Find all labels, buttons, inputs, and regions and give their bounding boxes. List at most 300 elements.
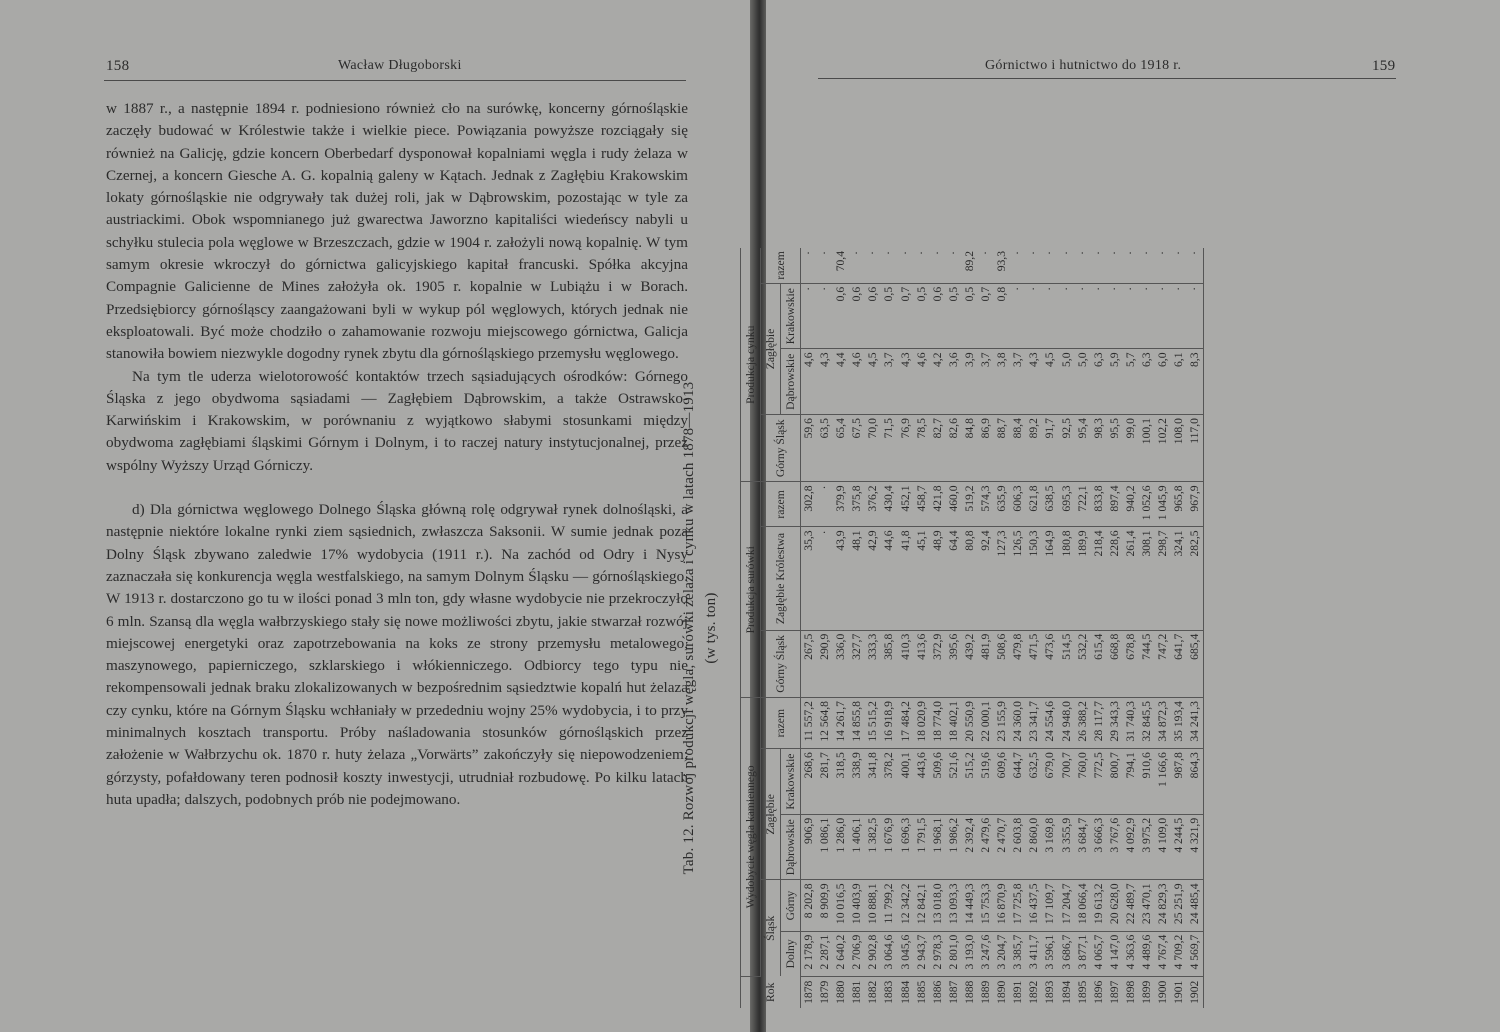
value-cell: 35,3 [801, 527, 818, 630]
value-cell: 1 086,1 [817, 814, 833, 880]
value-cell: 324,1 [1171, 527, 1187, 630]
value-cell: 32 845,5 [1139, 698, 1155, 749]
value-cell: 519,2 [962, 482, 978, 527]
value-cell: 24 829,3 [1155, 880, 1171, 931]
value-cell: 0,7 [978, 283, 994, 349]
table-row [865, 248, 881, 1008]
value-cell: 261,4 [1123, 527, 1139, 630]
value-cell: 341,8 [865, 749, 881, 815]
value-cell: 3 666,3 [1091, 814, 1107, 880]
value-cell: 864,3 [1187, 749, 1204, 815]
table-row [1026, 248, 1042, 1008]
value-cell: 10 888,1 [865, 880, 881, 931]
value-cell: · [946, 248, 962, 283]
value-cell: 228,6 [1107, 527, 1123, 630]
value-cell: 5,7 [1123, 349, 1139, 415]
value-cell: 0,7 [898, 283, 914, 349]
value-cell: 89,2 [962, 248, 978, 283]
value-cell: 164,9 [1042, 527, 1058, 630]
value-cell: 509,6 [930, 749, 946, 815]
value-cell: 1 286,0 [833, 814, 849, 880]
year-cell: 1879 [818, 980, 832, 1004]
value-cell: 17 725,8 [1010, 880, 1026, 931]
value-cell: 4,6 [849, 349, 865, 415]
value-cell: 99,0 [1123, 415, 1139, 482]
table-row [914, 248, 930, 1008]
value-cell: 400,1 [898, 749, 914, 815]
value-cell: · [914, 248, 930, 283]
year-cell: 1884 [898, 980, 912, 1004]
value-cell: 3,7 [881, 349, 897, 415]
value-cell: 0,6 [865, 283, 881, 349]
value-cell: 8 909,9 [817, 880, 833, 931]
value-cell: 479,8 [1010, 630, 1026, 697]
value-cell: 218,4 [1091, 527, 1107, 630]
value-cell: 0,5 [962, 283, 978, 349]
value-cell: 0,8 [994, 283, 1010, 349]
rotated-table [678, 248, 1218, 1008]
year-cell: 1881 [850, 980, 864, 1004]
value-cell: 4,6 [914, 349, 930, 415]
year-cell: 1887 [946, 980, 960, 1004]
value-cell: 64,4 [946, 527, 962, 630]
value-cell: 318,5 [833, 749, 849, 815]
value-cell: 282,5 [1187, 527, 1204, 630]
year-cell: 1899 [1139, 980, 1153, 1004]
value-cell: 76,9 [898, 415, 914, 482]
value-cell: 695,3 [1059, 482, 1075, 527]
col-header-iron-razem: razem [761, 482, 801, 527]
col-header-dabrowskie-coal: Dąbrowskie [781, 814, 801, 880]
value-cell: 15 753,3 [978, 880, 994, 931]
value-cell: 1 166,6 [1155, 749, 1171, 815]
value-cell: 4 321,9 [1187, 814, 1204, 880]
year-cell: 1893 [1043, 980, 1057, 1004]
year-cell: 1892 [1027, 980, 1041, 1004]
value-cell: 1 968,1 [930, 814, 946, 880]
table-row [898, 248, 914, 1008]
value-cell: 1 382,5 [865, 814, 881, 880]
value-cell: 6,1 [1171, 349, 1187, 415]
value-cell: 965,8 [1171, 482, 1187, 527]
group-header-pig-iron: Produkcja surówki [741, 482, 761, 698]
value-cell: 1 696,3 [898, 814, 914, 880]
value-cell: · [1026, 283, 1042, 349]
paragraph-3: d) Dla górnictwa węglowego Dolnego Śląska główną rolę odgrywał rynek dolnośląski, a następnie niektóre lokalne rynki ziem sąsiednich, zwłaszcza Saksonii. W sumie jednak poza Dolny Śląsk zbywano zaledwie 17% wydobycia (1911 r.). Na zachód od Odry i Nysy zaznaczała się konkurencja węgla westfalskiego, na samym Dolnym Śląsku — górnośląskiego. W 1913 r. dostarczono go tu w ilości ponad 3 mln ton, gdy własne wydobycie nie przekroczyło 6 mln. Szansą dla węgla wałbrzyskiego stały się nowe możliwości zbytu, jakie stwarzał rozwój miejscowej energetyki oraz zapotrzebowania na koks ze strony przemysłu metalowego, maszynowego, papierniczego, szklarskiego i włókienniczego. Odbiorcy tego typu nie rekompensowali jednak braku zlokalizowanych w bezpośrednim sąsiedztwie kopalń hut żelaza czy cynku, które na Górnym Śląsku wchłaniały w przededniu wojny 25% wydobycia, i to przy minimalnych kosztach transportu. Próby naśladowania stosunków górnośląskich przez założenie w Wałbrzychu ok. 1870 r. huty żelaza „Vorwärts” zakończyły się niepowodzeniem; górzysty, pofałdowany teren podnosił koszty inwestycji, utrudniał rozbudowę. Po kilku latach huta upadła; dalszych, podobnych prób nie podejmowano. [106, 501, 688, 808]
value-cell: 3 247,6 [978, 931, 994, 976]
value-cell: 10 403,9 [849, 880, 865, 931]
table-row [849, 248, 865, 1008]
table-row [833, 248, 849, 1008]
year-cell: 1880 [834, 980, 848, 1004]
page-number-left: 158 [106, 58, 130, 74]
year-cell: 1902 [1187, 976, 1204, 1008]
value-cell: 2 470,7 [994, 814, 1010, 880]
value-cell: 2 392,4 [962, 814, 978, 880]
value-cell: 452,1 [898, 482, 914, 527]
value-cell: 34 872,3 [1155, 698, 1171, 749]
value-cell: 42,9 [865, 527, 881, 630]
group-header-zinc: Produkcja cynku [741, 248, 761, 482]
value-cell: 45,1 [914, 527, 930, 630]
value-cell: · [1155, 248, 1171, 283]
col-header-krakowskie-coal: Krakowskie [781, 749, 801, 815]
value-cell: · [817, 482, 833, 527]
value-cell: 92,4 [978, 527, 994, 630]
table-row [1075, 248, 1091, 1008]
value-cell: 800,7 [1107, 749, 1123, 815]
value-cell: 267,5 [801, 630, 818, 697]
value-cell: 67,5 [849, 415, 865, 482]
value-cell: 29 343,3 [1107, 698, 1123, 749]
value-cell: 4 363,6 [1123, 931, 1139, 976]
production-table [740, 248, 1204, 1008]
value-cell: 2 902,8 [865, 931, 881, 976]
table-row [1059, 248, 1075, 1008]
value-cell: 0,6 [849, 283, 865, 349]
value-cell: · [849, 248, 865, 283]
table-row [801, 248, 818, 1008]
value-cell: 3,7 [978, 349, 994, 415]
value-cell: 2 479,6 [978, 814, 994, 880]
value-cell: 25 251,9 [1171, 880, 1187, 931]
table-row [930, 248, 946, 1008]
value-cell: 15 515,2 [865, 698, 881, 749]
value-cell: 88,4 [1010, 415, 1026, 482]
value-cell: 3,7 [1010, 349, 1026, 415]
value-cell: 0,5 [881, 283, 897, 349]
value-cell: 80,8 [962, 527, 978, 630]
value-cell: 5,0 [1059, 349, 1075, 415]
table-row [1171, 248, 1187, 1008]
value-cell: 3 411,7 [1026, 931, 1042, 976]
value-cell: 378,2 [881, 749, 897, 815]
col-header-coal-razem: razem [761, 698, 801, 749]
year-cell: 1883 [882, 980, 896, 1004]
value-cell: 13 093,3 [946, 880, 962, 931]
value-cell: · [898, 248, 914, 283]
value-cell: · [978, 248, 994, 283]
value-cell: 635,9 [994, 482, 1010, 527]
year-cell: 1901 [1172, 980, 1186, 1004]
value-cell: 78,5 [914, 415, 930, 482]
value-cell: 0,6 [930, 283, 946, 349]
value-cell: 24 485,4 [1187, 880, 1204, 931]
value-cell: · [1187, 248, 1204, 283]
value-cell: 17 109,7 [1042, 880, 1058, 931]
value-cell: 4,2 [930, 349, 946, 415]
subheader-zaglebie-zinc: Zagłębie [761, 283, 781, 414]
table-caption [678, 248, 722, 1008]
value-cell: 458,7 [914, 482, 930, 527]
value-cell: 4 767,4 [1155, 931, 1171, 976]
value-cell: 11 557,2 [801, 698, 818, 749]
value-cell: 515,2 [962, 749, 978, 815]
value-cell: · [1171, 248, 1187, 283]
table-row [817, 248, 833, 1008]
value-cell: 24 554,6 [1042, 698, 1058, 749]
header-rule-right [818, 78, 1396, 79]
value-cell: 117,0 [1187, 415, 1204, 482]
value-cell: 22 489,7 [1123, 880, 1139, 931]
year-cell: 1900 [1156, 980, 1170, 1004]
value-cell: 3 684,7 [1075, 814, 1091, 880]
value-cell: 308,1 [1139, 527, 1155, 630]
body-text [106, 98, 688, 811]
value-cell: 3,8 [994, 349, 1010, 415]
value-cell: 84,8 [962, 415, 978, 482]
running-head-title: Górnictwo i hutnictwo do 1918 r. [985, 58, 1182, 73]
col-header-dolny: Dolny [781, 931, 801, 976]
value-cell: 26 388,2 [1075, 698, 1091, 749]
value-cell: 0,5 [946, 283, 962, 349]
value-cell: 906,9 [801, 814, 818, 880]
value-cell: 71,5 [881, 415, 897, 482]
value-cell: 395,6 [946, 630, 962, 697]
value-cell: 8,3 [1187, 349, 1204, 415]
value-cell: 70,0 [865, 415, 881, 482]
value-cell: 2 860,0 [1026, 814, 1042, 880]
value-cell: 4 244,5 [1171, 814, 1187, 880]
value-cell: 2 943,7 [914, 931, 930, 976]
value-cell: · [930, 248, 946, 283]
value-cell: · [1171, 283, 1187, 349]
value-cell: 1 406,1 [849, 814, 865, 880]
value-cell: 421,8 [930, 482, 946, 527]
year-cell: 1888 [962, 980, 976, 1004]
value-cell: · [1139, 248, 1155, 283]
value-cell: 1 676,9 [881, 814, 897, 880]
value-cell: 4 569,7 [1187, 931, 1204, 976]
value-cell: 281,7 [817, 749, 833, 815]
value-cell: 794,1 [1123, 749, 1139, 815]
value-cell: 439,2 [962, 630, 978, 697]
value-cell: · [817, 527, 833, 630]
value-cell: 189,9 [1075, 527, 1091, 630]
table-row [1123, 248, 1139, 1008]
value-cell: 19 613,2 [1091, 880, 1107, 931]
value-cell: 6,0 [1155, 349, 1171, 415]
value-cell: 35 193,4 [1171, 698, 1187, 749]
value-cell: 3 877,1 [1075, 931, 1091, 976]
value-cell: 14 261,7 [833, 698, 849, 749]
value-cell: 473,6 [1042, 630, 1058, 697]
value-cell: 12 564,8 [817, 698, 833, 749]
value-cell: 298,7 [1155, 527, 1171, 630]
subheader-zaglebie-coal: Zagłębie [761, 749, 781, 880]
value-cell: 23 155,9 [994, 698, 1010, 749]
value-cell: 3 686,7 [1059, 931, 1075, 976]
year-cell: 1898 [1123, 980, 1137, 1004]
col-header-gorny: Górny [781, 880, 801, 931]
value-cell: 14 449,3 [962, 880, 978, 931]
value-cell: 2 706,9 [849, 931, 865, 976]
col-header-iron-gorny-slask: Górny Śląsk [761, 630, 801, 697]
value-cell: 2 178,9 [801, 931, 818, 976]
value-cell: 100,1 [1139, 415, 1155, 482]
value-cell: 1 052,6 [1139, 482, 1155, 527]
value-cell: 44,6 [881, 527, 897, 630]
value-cell: 521,6 [946, 749, 962, 815]
value-cell: 4,5 [1042, 349, 1058, 415]
value-cell: 65,4 [833, 415, 849, 482]
year-cell: 1895 [1075, 980, 1089, 1004]
value-cell: · [1187, 283, 1204, 349]
table-row [1091, 248, 1107, 1008]
value-cell: 48,9 [930, 527, 946, 630]
value-cell: 11 799,2 [881, 880, 897, 931]
value-cell: 519,6 [978, 749, 994, 815]
value-cell: 2 640,2 [833, 931, 849, 976]
value-cell: 833,8 [1091, 482, 1107, 527]
value-cell: 4 109,0 [1155, 814, 1171, 880]
value-cell: · [1123, 283, 1139, 349]
paragraph-2: Na tym tle uderza wielotorowość kontaktów trzech sąsiadujących ośrodków: Górnego Śląska z jego obydwoma sąsiadami — Zagłębiem Dąbrowskim, a także Ostrawsko-Karwińskim i Krakowskim, w porównaniu z wyjątkowo słabymi stosunkami między obydwoma zagłębiami śląskimi Górnym i Dolnym, i to raczej natury instytucjonalnej, przez wspólny Wyższy Urząd Górniczy. [106, 367, 688, 474]
value-cell: 3 193,0 [962, 931, 978, 976]
value-cell: 744,5 [1139, 630, 1155, 697]
value-cell: 88,7 [994, 415, 1010, 482]
value-cell: 3 045,6 [898, 931, 914, 976]
value-cell: 2 287,1 [817, 931, 833, 976]
table-title: Tab. 12. Rozwój produkcji węgla, surówki żelaza i cynku w latach 1878—1913 [681, 381, 697, 875]
value-cell: 3 064,6 [881, 931, 897, 976]
value-cell: 70,4 [833, 248, 849, 283]
table-row [1042, 248, 1058, 1008]
value-cell: 413,6 [914, 630, 930, 697]
value-cell: 722,1 [1075, 482, 1091, 527]
value-cell: · [1091, 248, 1107, 283]
value-cell: 59,6 [801, 415, 818, 482]
value-cell: 8 202,8 [801, 880, 818, 931]
value-cell: 760,0 [1075, 749, 1091, 815]
value-cell: 22 000,1 [978, 698, 994, 749]
value-cell: · [1107, 283, 1123, 349]
value-cell: 95,5 [1107, 415, 1123, 482]
value-cell: 41,8 [898, 527, 914, 630]
value-cell: 668,8 [1107, 630, 1123, 697]
value-cell: 180,8 [1059, 527, 1075, 630]
value-cell: · [1010, 283, 1026, 349]
value-cell: · [881, 248, 897, 283]
value-cell: 2 801,0 [946, 931, 962, 976]
value-cell: · [1075, 248, 1091, 283]
value-cell: 23 470,1 [1139, 880, 1155, 931]
value-cell: · [1026, 248, 1042, 283]
year-cell: 1894 [1059, 980, 1073, 1004]
value-cell: 4,6 [801, 349, 818, 415]
value-cell: 3 204,7 [994, 931, 1010, 976]
value-cell: 108,0 [1171, 415, 1187, 482]
value-cell: 63,5 [817, 415, 833, 482]
value-cell: 685,4 [1187, 630, 1204, 697]
table-row [1187, 248, 1204, 1008]
value-cell: 1 986,2 [946, 814, 962, 880]
table-row [1010, 248, 1026, 1008]
value-cell: 514,5 [1059, 630, 1075, 697]
value-cell: 17 204,7 [1059, 880, 1075, 931]
value-cell: 376,2 [865, 482, 881, 527]
value-cell: 13 018,0 [930, 880, 946, 931]
year-cell: 1878 [802, 980, 815, 1004]
value-cell: 28 117,7 [1091, 698, 1107, 749]
value-cell: 43,9 [833, 527, 849, 630]
value-cell: 31 740,3 [1123, 698, 1139, 749]
value-cell: 338,9 [849, 749, 865, 815]
value-cell: 638,5 [1042, 482, 1058, 527]
value-cell: 910,6 [1139, 749, 1155, 815]
table-row [946, 248, 962, 1008]
value-cell: 17 484,2 [898, 698, 914, 749]
value-cell: · [1123, 248, 1139, 283]
value-cell: 574,3 [978, 482, 994, 527]
value-cell: 93,3 [994, 248, 1010, 283]
value-cell: 1 791,5 [914, 814, 930, 880]
subheader-slask: Śląsk [761, 880, 781, 976]
value-cell: 772,5 [1091, 749, 1107, 815]
value-cell: 4 092,9 [1123, 814, 1139, 880]
value-cell: 20 550,9 [962, 698, 978, 749]
value-cell: 679,0 [1042, 749, 1058, 815]
value-cell: 700,7 [1059, 749, 1075, 815]
value-cell: 89,2 [1026, 415, 1042, 482]
value-cell: 508,6 [994, 630, 1010, 697]
value-cell: 3,9 [962, 349, 978, 415]
value-cell: 379,9 [833, 482, 849, 527]
table-row [1107, 248, 1123, 1008]
value-cell: 82,7 [930, 415, 946, 482]
value-cell: 6,3 [1091, 349, 1107, 415]
value-cell: 14 855,8 [849, 698, 865, 749]
table-row [962, 248, 978, 1008]
year-cell: 1896 [1091, 980, 1105, 1004]
value-cell: 34 241,3 [1187, 698, 1204, 749]
value-cell: · [1042, 283, 1058, 349]
value-cell: 3 767,6 [1107, 814, 1123, 880]
value-cell: 16 918,9 [881, 698, 897, 749]
value-cell: 967,9 [1187, 482, 1204, 527]
table-row [1139, 248, 1155, 1008]
page-number-right: 159 [1372, 58, 1396, 74]
value-cell: 4,5 [865, 349, 881, 415]
value-cell: 940,2 [1123, 482, 1139, 527]
year-cell: 1897 [1107, 980, 1121, 1004]
value-cell: 302,8 [801, 482, 818, 527]
value-cell: · [1059, 248, 1075, 283]
value-cell: 24 360,0 [1010, 698, 1026, 749]
value-cell: 987,8 [1171, 749, 1187, 815]
running-head-author: Wacław Długoborski [338, 58, 462, 73]
value-cell: 91,7 [1042, 415, 1058, 482]
value-cell: 609,6 [994, 749, 1010, 815]
value-cell: 4 489,6 [1139, 931, 1155, 976]
value-cell: 333,3 [865, 630, 881, 697]
value-cell: 16 437,5 [1026, 880, 1042, 931]
value-cell: 471,5 [1026, 630, 1042, 697]
value-cell: 327,7 [849, 630, 865, 697]
value-cell: 4,3 [817, 349, 833, 415]
value-cell: 86,9 [978, 415, 994, 482]
col-header-rok: Rok [741, 976, 801, 1008]
value-cell: · [1091, 283, 1107, 349]
value-cell: 23 341,7 [1026, 698, 1042, 749]
value-cell: 606,3 [1010, 482, 1026, 527]
value-cell: · [817, 248, 833, 283]
group-header-coal: Wydobycie węgla kamiennego [741, 698, 761, 976]
value-cell: · [1042, 248, 1058, 283]
value-cell: 10 016,5 [833, 880, 849, 931]
value-cell: 3 385,7 [1010, 931, 1026, 976]
value-cell: · [1107, 248, 1123, 283]
